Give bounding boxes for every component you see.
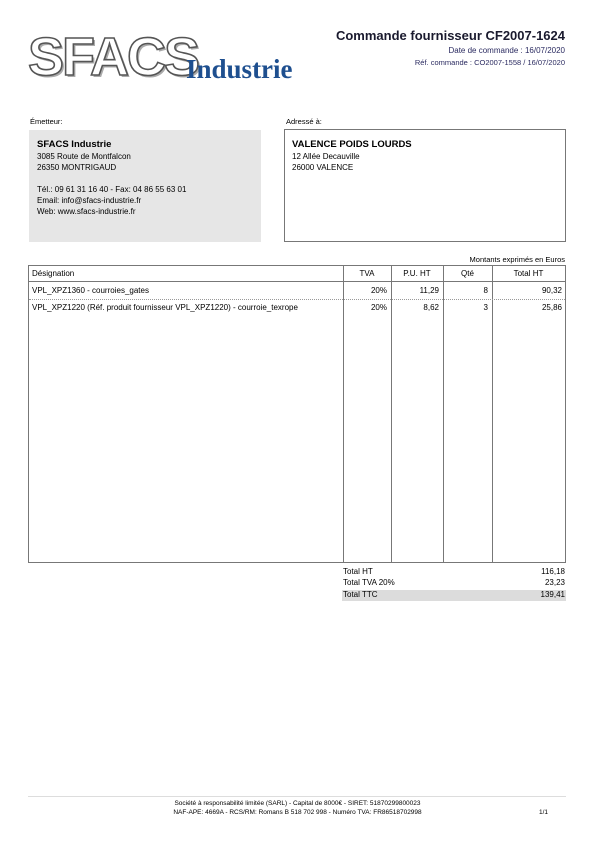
row1-total: 90,32 xyxy=(541,286,562,295)
row1-quantity: 8 xyxy=(483,286,488,295)
recipient-address-line1: 12 Allée Decauville xyxy=(292,152,360,161)
currency-note: Montants exprimés en Euros xyxy=(469,255,565,264)
sender-phone: Tél.: 09 61 31 16 40 - Fax: 04 86 55 63 01 xyxy=(37,185,187,194)
total-ht-row xyxy=(342,567,566,578)
total-tva-label: Total TVA 20% xyxy=(343,578,395,587)
recipient-box xyxy=(284,129,566,242)
total-ht-value: 116,18 xyxy=(541,567,565,576)
sender-name: SFACS Industrie xyxy=(37,139,112,150)
row2-unit-price: 8,62 xyxy=(423,303,439,312)
footer-legal-line1: Société à responsabilité limitée (SARL) - Capital de 8000€ - SIRET: 51870299800023 xyxy=(174,800,421,807)
page-number: 1/1 xyxy=(538,809,548,816)
sender-address-line1: 3085 Route de Montfalcon xyxy=(37,152,131,161)
row2-quantity: 3 xyxy=(483,303,488,312)
row1-designation: VPL_XPZ1360 - courroies_gates xyxy=(32,286,149,295)
row2-designation: VPL_XPZ1220 (Réf. produit fournisseur VPL_XPZ1220) - courroie_texrope xyxy=(32,303,298,312)
sender-address-line2: 26350 MONTRIGAUD xyxy=(37,163,117,172)
order-lines-table xyxy=(28,265,566,563)
total-ht-label: Total HT xyxy=(343,567,373,576)
order-reference: Réf. commande : CO2007-1558 / 16/07/2020 xyxy=(414,58,565,67)
logo-suffix: Industrie xyxy=(186,54,293,84)
company-logo xyxy=(28,27,318,90)
total-ttc-label: Total TTC xyxy=(343,590,378,599)
sender-box xyxy=(29,130,261,242)
sender-label: Émetteur: xyxy=(30,117,63,126)
col-header-quantity: Qté xyxy=(461,269,474,278)
total-ttc-row xyxy=(342,590,566,601)
row1-tva: 20% xyxy=(370,286,387,295)
row2-tva: 20% xyxy=(370,303,387,312)
recipient-name: VALENCE POIDS LOURDS xyxy=(292,139,412,150)
recipient-address-line2: 26000 VALENCE xyxy=(292,163,354,172)
total-tva-row xyxy=(342,578,566,589)
col-header-tva: TVA xyxy=(359,269,375,278)
footer-legal-line2: NAF-APE: 4669A - RCS/RM: Romans B 518 702 998 - Numéro TVA: FR86518702998 xyxy=(173,809,422,816)
col-header-designation: Désignation xyxy=(32,269,75,278)
order-date: Date de commande : 16/07/2020 xyxy=(448,46,565,55)
row2-total: 25,86 xyxy=(541,303,562,312)
col-header-unit-price: P.U. HT xyxy=(403,269,431,278)
recipient-label: Adressé à: xyxy=(286,117,322,126)
document-title: Commande fournisseur CF2007-1624 xyxy=(335,28,565,43)
footer-divider xyxy=(28,796,566,797)
logo-brand: SFACS xyxy=(28,27,199,87)
sender-email: Email: info@sfacs-industrie.fr xyxy=(37,196,142,205)
col-header-total: Total HT xyxy=(513,269,544,278)
total-tva-value: 23,23 xyxy=(544,578,565,587)
total-ttc-value: 139,41 xyxy=(540,590,565,599)
row1-unit-price: 11,29 xyxy=(419,286,439,295)
sender-web: Web: www.sfacs-industrie.fr xyxy=(37,207,136,216)
